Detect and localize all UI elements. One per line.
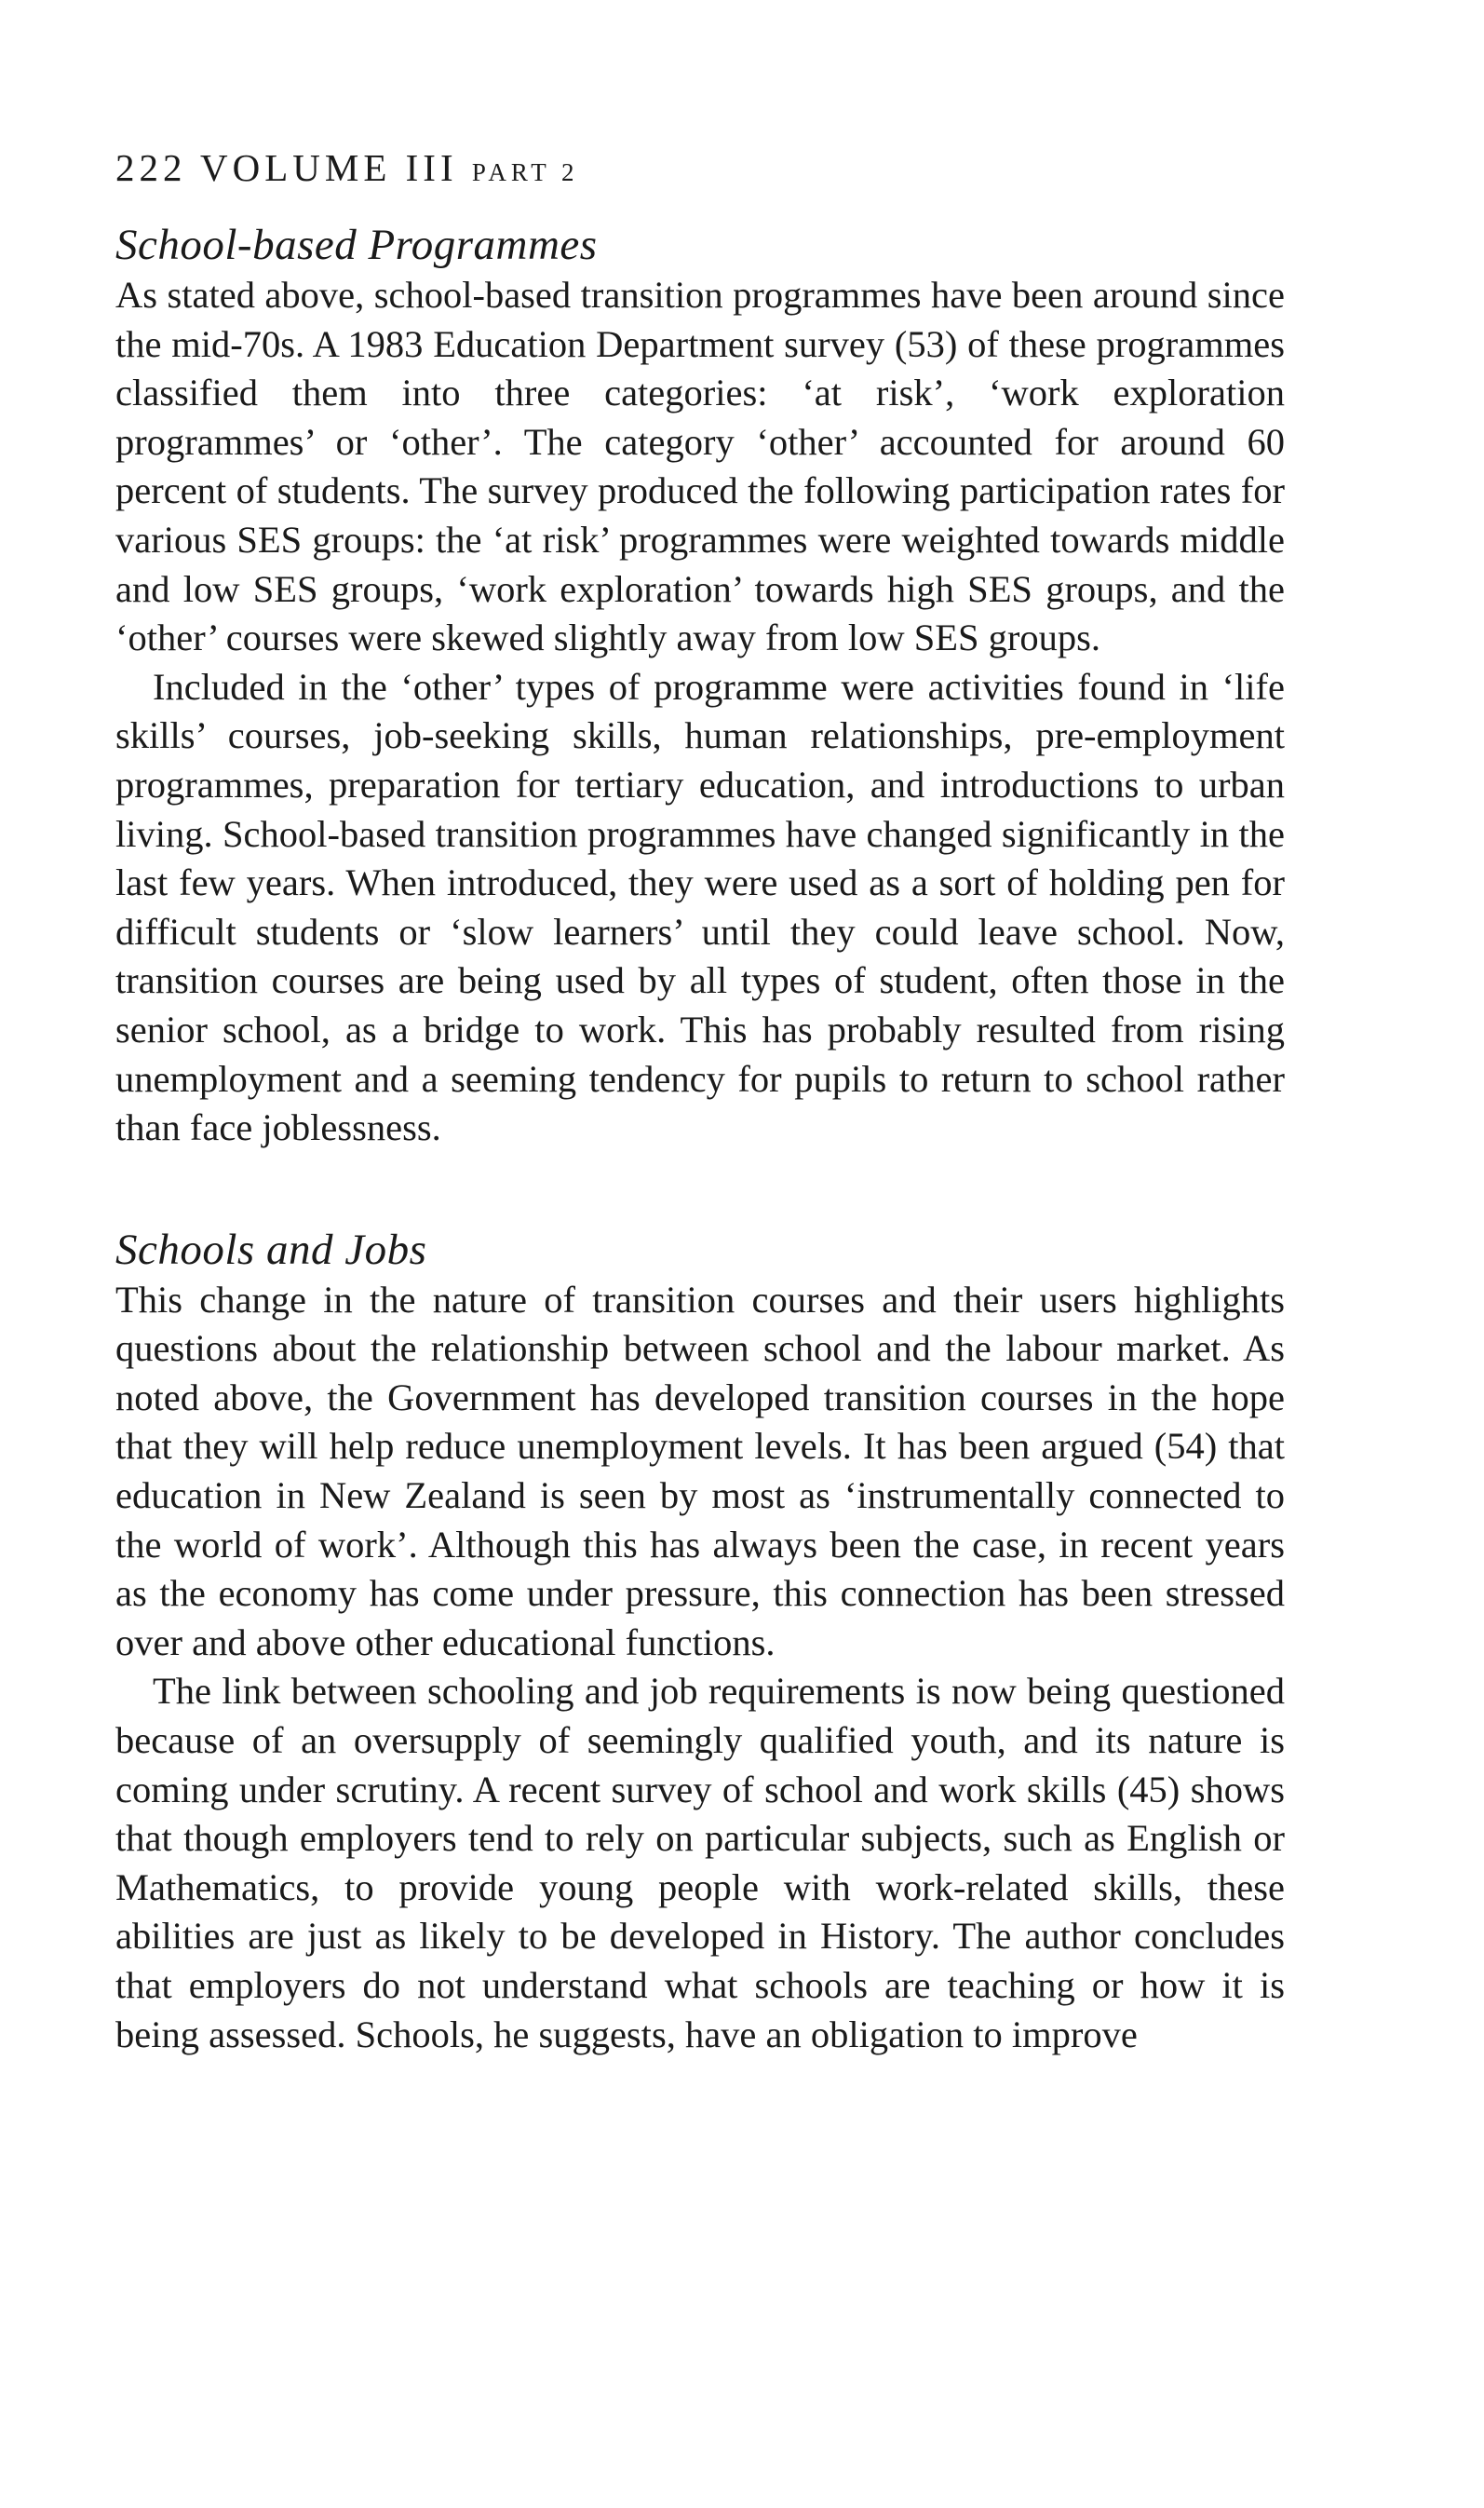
book-page (115, 146, 1285, 2059)
paragraph: As stated above, school-based transition programmes have been around since the mid-70s. A 1983 Education Department survey (53) of these programmes classified them into three categories: ‘at risk’, ‘work exploration programmes’ or ‘other’. The category ‘other’ accounted for around 60 percent of students. The survey produced the following participation rates for various SES groups: the ‘at risk’ programmes were weighted towards middle and low SES groups, ‘work exploration’ towards high SES groups, and the ‘other’ courses were skewed slightly away from low SES groups. (115, 274, 1285, 659)
section-heading: School-based Programmes (115, 221, 598, 269)
paragraph: The link between schooling and job requirements is now being questioned because of an oversupply of seemingly qualified youth, and its nature is coming under scrutiny. A recent survey of school and work skills (45) shows that though employers tend to rely on particular subjects, such as English or Mathematics, to provide young people with work-related skills, these abilities are just as likely to be developed in History. The author concludes that employers do not understand what schools are teaching or how it is being assessed. Schools, he suggests, have an obligation to improve (115, 1670, 1285, 2055)
paragraph: Included in the ‘other’ types of programme were activities found in ‘life skills’ courses, job-seeking skills, human relationships, pre-employment programmes, preparation for tertiary education, and introductions to urban living. School-based transition programmes have changed significantly in the last few years. When introduced, they were used as a sort of holding pen for difficult students or ‘slow learners’ until they could leave school. Now, transition courses are being used by all types of student, often those in the senior school, as a bridge to work. This has probably resulted from rising unemployment and a seeming tendency for pupils to return to school rather than face joblessness. (115, 665, 1285, 1149)
part-label: PART 2 (471, 158, 579, 186)
section-schools-and-jobs (115, 1224, 1285, 2060)
volume-label: VOLUME III (200, 146, 458, 189)
running-head (115, 146, 1285, 189)
section-school-based-programmes (115, 219, 1285, 1153)
page-number: 222 (115, 146, 187, 189)
paragraph: This change in the nature of transition courses and their users highlights questions about the relationship between school and the labour market. As noted above, the Government has developed transition courses in the hope that they will help reduce unemployment levels. It has been argued (54) that education in New Zealand is seen by most as ‘instrumentally connected to the world of work’. Although this has always been the case, in recent years as the economy has come under pressure, this connection has been stressed over and above other educational functions. (115, 1278, 1285, 1663)
section-heading: Schools and Jobs (115, 1225, 427, 1274)
